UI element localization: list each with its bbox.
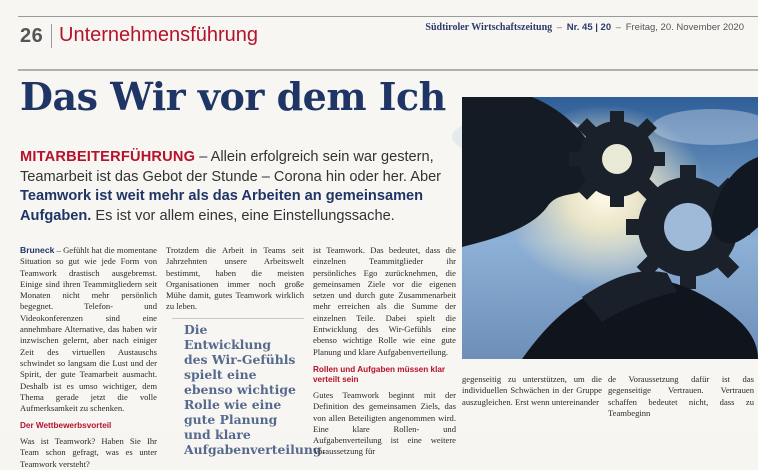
column-1-text: – Gefühlt hat die momentane Situation so gut wie jede Form von Teamwork drastisch ausgebremst. Einige sind ihren Teammitgliedern seit Monaten nicht mehr persönlich begegnet. Telefon- und Videokonferenzen sind eine annehmbare Alternative, das haben wir inzwischen gelernt, aber nach einiger Zeit des virtuellen Austauschs schwindet so langsam die Lust und der Spirit, der gute Teamarbeit ausmacht. Deshalb ist es umso wichtiger, dem Thema gerade jetzt die volle Aufmerksamkeit zu schenken. bbox=[20, 245, 157, 414]
header-rule-bottom bbox=[18, 69, 758, 71]
lead-emphasis: Teamwork ist weit mehr als das Arbeiten an gemeinsamen Aufgaben. bbox=[20, 188, 424, 224]
subhead-wettbewerbsvorteil: Der Wettbewerbsvorteil bbox=[20, 421, 112, 431]
header-separator bbox=[51, 24, 52, 48]
column-1-paragraph bbox=[20, 245, 157, 414]
column-4-text: gegenseitig zu unterstützen, um die individuellen Schwächen in der Gruppe auszugleichen. Erst wenn untereinander bbox=[462, 374, 602, 407]
article-lead bbox=[20, 148, 452, 226]
gears-icon bbox=[462, 97, 758, 359]
column-3-text: ist Teamwork. Das bedeutet, dass die einzelnen Teammitglieder ihr persönliches Ego zurücknehmen, die gemeinsamen Ziele vor die eigenen setzen und durch gute Zusammenarbeit mehr erreichen als die Summe der einzelnen Teile. Dabei spielt die Entwicklung des Wir-Gefühls eine ebenso wichtige Rolle wie eine gute Planung und klare Aufgabenverteilung. bbox=[313, 245, 456, 357]
body-column-2 bbox=[166, 245, 304, 313]
article-headline: Das Wir vor dem Ich bbox=[20, 74, 446, 119]
body-column-1 bbox=[20, 245, 157, 470]
lead-text-2: Es ist vor allem eines, eine Einstellungssache. bbox=[91, 207, 395, 224]
body-column-5 bbox=[608, 374, 754, 419]
issue-number: Nr. 45 | 20 bbox=[566, 22, 612, 33]
lead-text-1: – Allein erfolgreich sein war gestern, Teamarbeit ist das Gebot der Stunde – Corona hin oder her. Aber bbox=[20, 149, 442, 185]
body-column-4 bbox=[462, 374, 602, 408]
body-column-3 bbox=[313, 245, 456, 458]
page-number: 26 bbox=[20, 25, 44, 47]
lead-kicker: MITARBEITERFÜHRUNG bbox=[20, 149, 196, 165]
masthead-dash-2: – bbox=[615, 22, 622, 33]
pull-quote-rule bbox=[172, 318, 304, 319]
section-title: Unternehmensführung bbox=[59, 24, 259, 46]
column-2-text: Trotzdem die Arbeit in Teams seit Jahrzehnten unsere Arbeitswelt bestimmt, haben die meisten Organisationen immer noch große Mühe damit, gutes Teamwork wirklich zu leben. bbox=[166, 245, 304, 312]
masthead bbox=[425, 22, 744, 33]
column-3-text-2: Gutes Teamwork beginnt mit der Definition des gemeinsamen Ziels, das von allen Beteiligten angenommen wird. Eine klare Rollen- und Aufgabenverteilung ist eine weitere Voraussetzung für bbox=[313, 389, 456, 457]
dateline: Bruneck bbox=[20, 245, 55, 255]
column-5-text: de Voraussetzung dafür ist das gegenseitige Vertrauen. Vertrauen schaffen bedeutet nicht, dass zu Teambeginn bbox=[608, 374, 754, 418]
masthead-dash-1: – bbox=[556, 22, 563, 33]
issue-date: Freitag, 20. November 2020 bbox=[625, 22, 744, 33]
subhead-rollen-und-aufgaben: Rollen und Aufgaben müssen klar verteilt sein bbox=[313, 364, 446, 385]
column-1-text-2: Was ist Teamwork? Haben Sie Ihr Team schon gefragt, was es unter Teamwork versteht? bbox=[20, 435, 157, 469]
pull-quote: Die Entwicklung des Wir-Gefühls spielt eine ebenso wichtige Rolle wie eine gute Planung und klare Aufgabenverteilung. bbox=[184, 322, 326, 457]
hero-image bbox=[462, 97, 758, 359]
paper-name: Südtiroler Wirtschaftszeitung bbox=[425, 22, 553, 33]
header-rule-top bbox=[18, 16, 758, 17]
